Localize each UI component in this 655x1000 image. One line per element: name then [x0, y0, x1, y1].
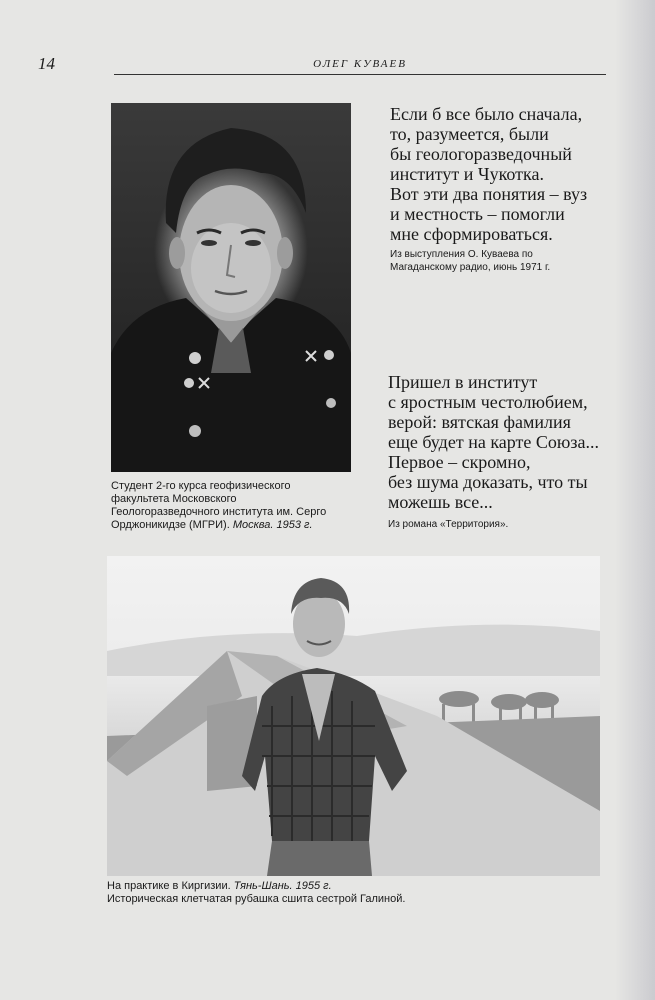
- page-number: 14: [38, 54, 55, 73]
- field-caption-line: Историческая клетчатая рубашка сшита сестрой Галиной.: [107, 893, 406, 905]
- quote-line: то, разумеется, были: [390, 124, 549, 144]
- portrait-caption-text: Орджоникидзе (МГРИ).: [111, 519, 233, 531]
- field-caption-text: На практике в Киргизии.: [107, 880, 234, 892]
- quote-line: можешь все...: [388, 492, 493, 512]
- portrait-photo: [111, 103, 351, 472]
- quote-line: институт и Чукотка.: [390, 164, 545, 184]
- quote-line: с яростным честолюбием,: [388, 392, 588, 412]
- quote-novel: [388, 372, 623, 512]
- source-line: Из выступления О. Куваева по: [390, 249, 533, 260]
- field-practice-illustration: [107, 556, 600, 876]
- header-rule: [114, 74, 606, 75]
- source-line: Магаданскому радио, июнь 1971 г.: [390, 262, 551, 273]
- portrait-caption: [111, 480, 361, 532]
- quote-line: верой: вятская фамилия: [388, 412, 571, 432]
- portrait-caption-line: факультета Московского: [111, 493, 237, 505]
- quote-line: бы геологоразведочный: [390, 144, 572, 164]
- quote-line: без шума доказать, что ты: [388, 472, 588, 492]
- quote-line: Если б все было сначала,: [390, 104, 583, 124]
- quote-line: Пришел в институт: [388, 372, 538, 392]
- quote-novel-source: Из романа «Территория».: [388, 519, 509, 530]
- quote-line: Первое – скромно,: [388, 452, 531, 472]
- quote-line: мне сформироваться.: [390, 224, 553, 244]
- running-head: ОЛЕГ КУВАЕВ: [313, 58, 407, 70]
- portrait-caption-line: Геологоразведочного института им. Серго: [111, 506, 327, 518]
- portrait-illustration: [111, 103, 351, 472]
- quote-radio-source: [390, 248, 620, 274]
- portrait-caption-place-date: Москва. 1953 г.: [232, 519, 313, 531]
- quote-line: еще будет на карте Союза...: [388, 432, 599, 452]
- portrait-caption-line: Студент 2-го курса геофизического: [111, 480, 291, 492]
- portrait-caption-line: [111, 519, 361, 532]
- field-caption-place-date: Тянь-Шань. 1955 г.: [233, 880, 332, 892]
- quote-line: и местность – помогли: [390, 204, 565, 224]
- field-practice-caption: [107, 880, 607, 906]
- quote-line: Вот эти два понятия – вуз: [390, 184, 588, 204]
- quote-radio: [390, 104, 620, 244]
- field-caption-line: [107, 880, 607, 893]
- field-practice-photo: [107, 556, 600, 876]
